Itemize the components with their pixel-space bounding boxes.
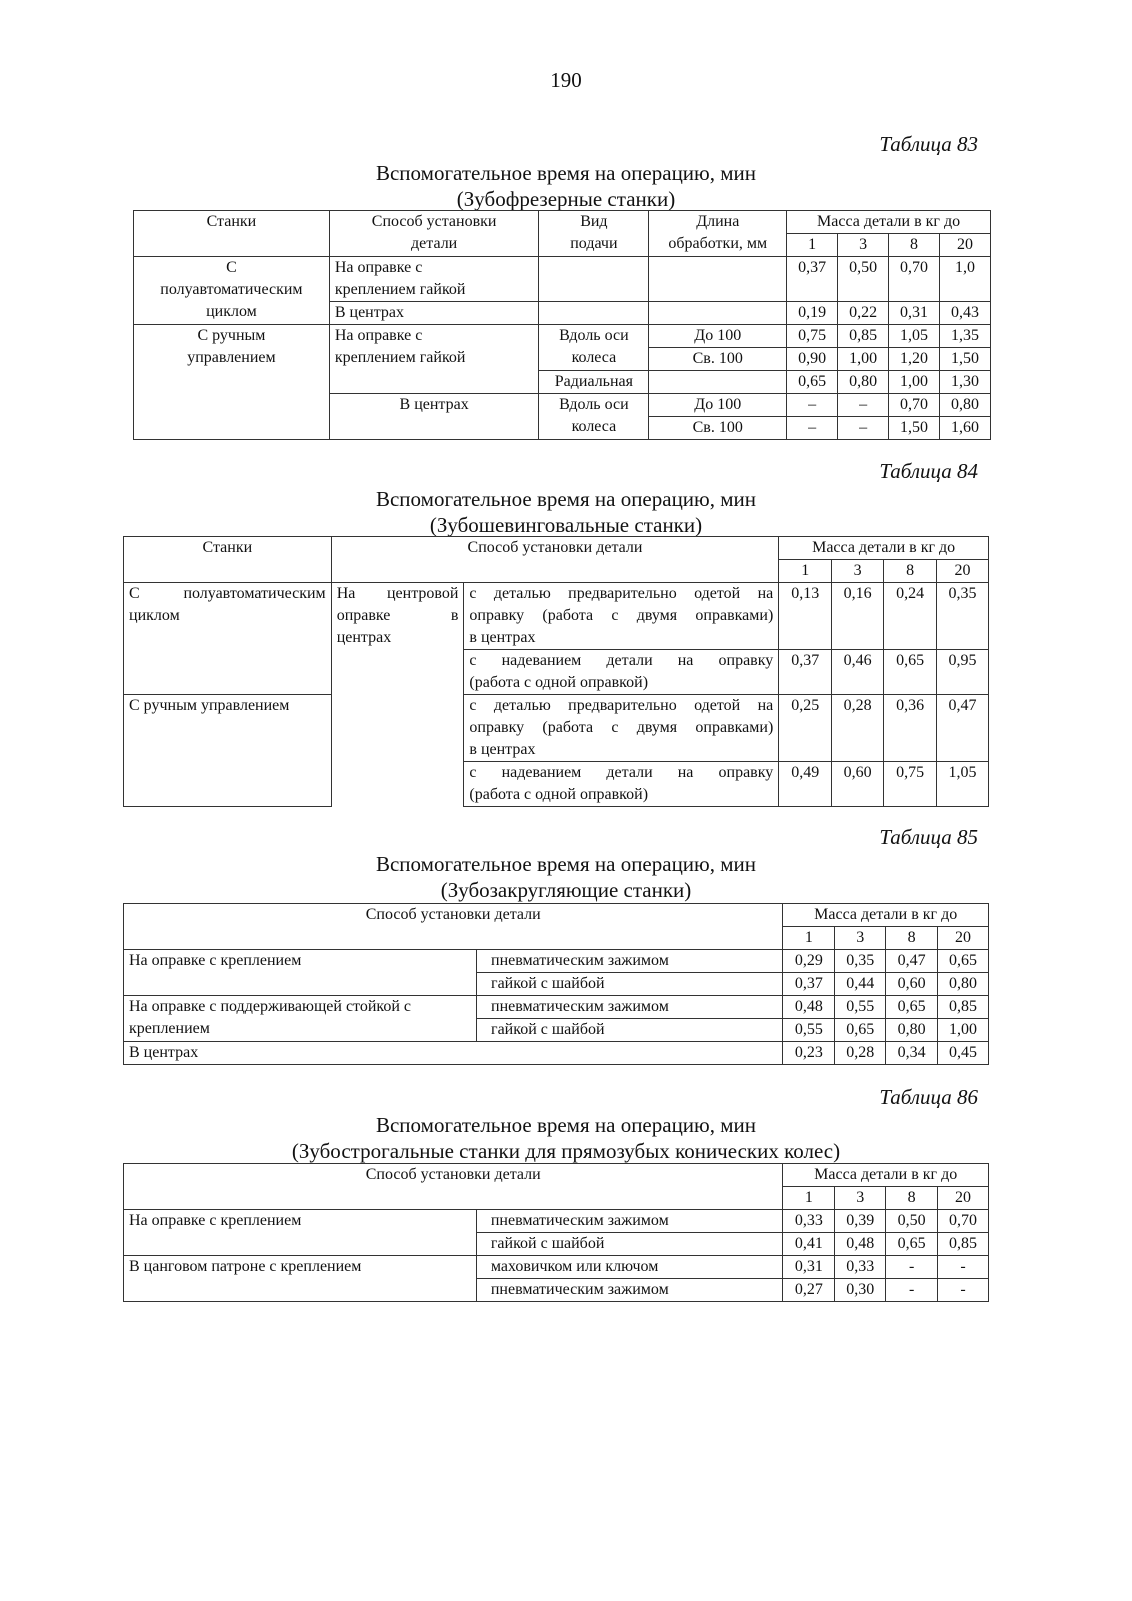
table-cell: пневматическим зажимом — [477, 996, 783, 1019]
value-cell: 1,0 — [940, 257, 991, 302]
table-cell: С полуавтоматическим циклом — [124, 583, 332, 695]
table-85 — [123, 903, 989, 1065]
value-cell: – — [838, 417, 889, 440]
value-cell: 0,45 — [938, 1042, 989, 1065]
value-cell: 1,50 — [889, 417, 940, 440]
table-83-title — [0, 160, 1132, 212]
value-cell: 0,39 — [835, 1210, 886, 1233]
value-cell: 0,23 — [783, 1042, 835, 1065]
table-86-title-line2: (Зубострогальные станки для прямозубых конических колес) — [291, 1139, 841, 1163]
table-cell: Радиальная — [539, 371, 649, 394]
cell-line: управлением — [187, 349, 276, 366]
value-cell: 0,65 — [835, 1019, 886, 1042]
value-cell: 0,37 — [779, 650, 832, 695]
table-cell: гайкой с шайбой — [477, 1019, 783, 1042]
table-cell: До 100 — [649, 394, 787, 417]
cell-line: полуавтоматическим — [160, 281, 303, 298]
table-cell — [329, 257, 539, 302]
value-cell: 0,13 — [779, 583, 832, 650]
table-header-row — [124, 904, 989, 927]
header-line: обработки, мм — [668, 235, 768, 252]
table-row — [124, 1042, 989, 1065]
value-cell: 0,65 — [787, 371, 838, 394]
value-cell: 1,30 — [940, 371, 991, 394]
cell-text: с деталью предварительно одетой на оправку (работа с двумя оправками) — [469, 697, 774, 736]
mass-header: 1 — [787, 234, 838, 257]
cell-line: циклом — [206, 303, 257, 320]
table-85-title — [0, 851, 1132, 903]
header-line: детали — [411, 235, 458, 252]
value-cell: 0,50 — [838, 257, 889, 302]
table-cell — [539, 325, 649, 371]
header-line: Длина — [696, 213, 740, 230]
table-cell — [124, 996, 477, 1042]
table-cell — [331, 583, 464, 807]
value-cell: 1,00 — [838, 348, 889, 371]
mass-header: 8 — [886, 927, 938, 950]
table-cell — [649, 257, 787, 302]
table-cell: пневматическим зажимом — [476, 1279, 783, 1302]
value-cell: – — [838, 394, 889, 417]
value-cell: 0,35 — [835, 950, 886, 973]
cell-text: (работа с одной оправкой) — [469, 786, 649, 803]
table-83-title-line2: (Зубофрезерные станки) — [456, 187, 676, 211]
header-cell — [329, 211, 539, 257]
table-row — [124, 583, 989, 650]
cell-line: На оправке с поддерживающей стойкой с — [129, 998, 412, 1015]
value-cell: 0,65 — [938, 950, 989, 973]
value-cell: 0,85 — [938, 996, 989, 1019]
value-cell: 0,85 — [938, 1233, 989, 1256]
table-row — [124, 695, 989, 762]
table-cell: пневматическим зажимом — [477, 950, 783, 973]
value-cell: 0,28 — [835, 1042, 886, 1065]
header-cell — [649, 211, 787, 257]
header-cell: Масса детали в кг до — [787, 211, 991, 234]
value-cell: - — [938, 1256, 989, 1279]
value-cell: 0,33 — [783, 1210, 835, 1233]
value-cell: 0,55 — [783, 1019, 835, 1042]
table-row — [124, 1210, 989, 1233]
mass-header: 20 — [937, 560, 989, 583]
value-cell: 0,29 — [783, 950, 835, 973]
table-cell — [464, 650, 779, 695]
table-84 — [123, 536, 989, 807]
value-cell: 0,37 — [783, 973, 835, 996]
value-cell: 0,27 — [783, 1279, 835, 1302]
value-cell: 0,16 — [832, 583, 884, 650]
cell-line: С — [226, 259, 237, 276]
cell-line: креплением — [129, 1020, 210, 1037]
table-row — [134, 325, 991, 348]
mass-header: 20 — [938, 1187, 989, 1210]
table-cell — [464, 695, 779, 762]
table-cell: Св. 100 — [649, 417, 787, 440]
table-cell — [539, 302, 649, 325]
value-cell: 0,80 — [838, 371, 889, 394]
cell-line: С ручным — [197, 327, 266, 344]
table-83-label: Таблица 83 — [879, 132, 978, 156]
value-cell: 0,90 — [787, 348, 838, 371]
mass-header: 20 — [938, 927, 989, 950]
cell-text: (работа с одной оправкой) — [469, 674, 649, 691]
value-cell: - — [886, 1256, 938, 1279]
value-cell: 0,34 — [886, 1042, 938, 1065]
mass-header: 1 — [783, 1187, 835, 1210]
value-cell: 0,65 — [884, 650, 937, 695]
value-cell: 0,36 — [884, 695, 937, 762]
table-row — [134, 257, 991, 302]
mass-header: 8 — [884, 560, 937, 583]
value-cell: 0,70 — [889, 257, 940, 302]
table-86-title — [0, 1112, 1132, 1164]
value-cell: 0,85 — [838, 325, 889, 348]
value-cell: - — [886, 1279, 938, 1302]
mass-header: 1 — [783, 927, 835, 950]
cell-text: в центрах — [469, 629, 536, 646]
value-cell: 1,05 — [889, 325, 940, 348]
table-84-title-line1: Вспомогательное время на операцию, мин — [375, 487, 757, 511]
value-cell: 0,70 — [889, 394, 940, 417]
value-cell: 0,65 — [886, 996, 938, 1019]
value-cell: – — [787, 417, 838, 440]
table-84-title-line2: (Зубошевинговальные станки) — [429, 513, 703, 537]
value-cell: 0,28 — [832, 695, 884, 762]
page-number: 190 — [550, 68, 582, 92]
table-cell — [134, 325, 330, 440]
cell-text: На центровой оправке в центрах — [336, 585, 459, 646]
header-line: Способ установки — [371, 213, 497, 230]
mass-header: 20 — [940, 234, 991, 257]
header-cell: Масса детали в кг до — [783, 1164, 989, 1187]
table-cell — [539, 394, 649, 440]
header-cell: Станки — [134, 211, 330, 257]
table-86-label: Таблица 86 — [879, 1085, 978, 1109]
table-cell — [649, 371, 787, 394]
header-line: Вид — [580, 213, 608, 230]
table-cell — [464, 583, 779, 650]
value-cell: 0,41 — [783, 1233, 835, 1256]
value-cell: 1,60 — [940, 417, 991, 440]
table-85-title-line2: (Зубозакругляющие станки) — [440, 878, 692, 902]
mass-header: 3 — [832, 560, 884, 583]
header-cell: Масса детали в кг до — [783, 904, 989, 927]
cell-text: с деталью предварительно одетой на оправку (работа с двумя оправками) — [469, 585, 774, 624]
value-cell: 1,35 — [940, 325, 991, 348]
table-85-label: Таблица 85 — [879, 825, 978, 849]
table-cell — [539, 257, 649, 302]
header-cell: Способ установки детали — [124, 904, 783, 950]
value-cell: 0,31 — [783, 1256, 835, 1279]
table-cell — [464, 762, 779, 807]
value-cell: 0,31 — [889, 302, 940, 325]
mass-header: 3 — [838, 234, 889, 257]
value-cell: – — [787, 394, 838, 417]
table-cell: маховичком или ключом — [476, 1256, 783, 1279]
table-cell: В цанговом патроне с креплением — [124, 1256, 477, 1302]
value-cell: 0,33 — [835, 1256, 886, 1279]
table-header-row — [124, 537, 989, 560]
table-cell: На оправке с креплением — [124, 1210, 477, 1256]
header-line: подачи — [570, 235, 618, 252]
mass-header: 3 — [835, 1187, 886, 1210]
value-cell: 0,25 — [779, 695, 832, 762]
header-cell: Способ установки детали — [331, 537, 779, 583]
value-cell: 0,60 — [886, 973, 938, 996]
value-cell: 0,80 — [938, 973, 989, 996]
cell-line: Вдоль оси — [559, 327, 629, 344]
mass-header: 8 — [886, 1187, 938, 1210]
cell-line: Вдоль оси — [559, 396, 629, 413]
value-cell: 0,35 — [937, 583, 989, 650]
value-cell: 0,49 — [779, 762, 832, 807]
mass-header: 8 — [889, 234, 940, 257]
table-row — [124, 950, 989, 973]
value-cell: 0,65 — [886, 1233, 938, 1256]
table-cell: пневматическим зажимом — [476, 1210, 783, 1233]
value-cell: 0,44 — [835, 973, 886, 996]
table-cell — [329, 325, 539, 394]
value-cell: 0,55 — [835, 996, 886, 1019]
table-header-row — [124, 1164, 989, 1187]
cell-text: в центрах — [469, 741, 536, 758]
value-cell: 0,75 — [787, 325, 838, 348]
mass-header: 1 — [779, 560, 832, 583]
value-cell: 0,47 — [886, 950, 938, 973]
table-cell — [649, 302, 787, 325]
value-cell: 0,46 — [832, 650, 884, 695]
table-84-title — [0, 486, 1132, 538]
header-cell — [539, 211, 649, 257]
table-cell: В центрах — [124, 1042, 783, 1065]
table-cell: С ручным управлением — [124, 695, 332, 807]
table-84-label: Таблица 84 — [879, 459, 978, 483]
table-83 — [133, 210, 991, 440]
value-cell: 1,00 — [938, 1019, 989, 1042]
table-86 — [123, 1163, 989, 1302]
table-cell: В центрах — [329, 394, 539, 440]
table-cell: На оправке с креплением — [124, 950, 477, 996]
cell-line: колеса — [571, 418, 617, 435]
value-cell: 0,24 — [884, 583, 937, 650]
value-cell: 0,70 — [938, 1210, 989, 1233]
value-cell: 0,37 — [787, 257, 838, 302]
table-83-title-line1: Вспомогательное время на операцию, мин — [375, 161, 757, 185]
table-cell: До 100 — [649, 325, 787, 348]
value-cell: 0,47 — [937, 695, 989, 762]
value-cell: 0,43 — [940, 302, 991, 325]
table-cell: гайкой с шайбой — [476, 1233, 783, 1256]
mass-header: 3 — [835, 927, 886, 950]
table-row — [124, 1256, 989, 1279]
cell-line: На оправке с — [334, 259, 423, 276]
table-cell — [134, 257, 330, 325]
value-cell: 1,50 — [940, 348, 991, 371]
value-cell: 0,30 — [835, 1279, 886, 1302]
cell-line: креплением гайкой — [334, 349, 466, 366]
cell-text: с надеванием детали на оправку — [469, 764, 774, 781]
table-cell: В центрах — [329, 302, 539, 325]
value-cell: 0,60 — [832, 762, 884, 807]
value-cell: 0,75 — [884, 762, 937, 807]
value-cell: - — [938, 1279, 989, 1302]
value-cell: 0,48 — [835, 1233, 886, 1256]
table-86-title-line1: Вспомогательное время на операцию, мин — [375, 1113, 757, 1137]
cell-line: На оправке с — [334, 327, 423, 344]
cell-text: с надеванием детали на оправку — [469, 652, 774, 669]
table-header-row — [134, 211, 991, 234]
header-cell: Способ установки детали — [124, 1164, 783, 1210]
header-cell: Станки — [124, 537, 332, 583]
value-cell: 0,48 — [783, 996, 835, 1019]
table-85-title-line1: Вспомогательное время на операцию, мин — [375, 852, 757, 876]
value-cell: 0,22 — [838, 302, 889, 325]
cell-line: креплением гайкой — [334, 281, 466, 298]
value-cell: 1,20 — [889, 348, 940, 371]
header-cell: Масса детали в кг до — [779, 537, 989, 560]
table-cell: гайкой с шайбой — [477, 973, 783, 996]
value-cell: 0,50 — [886, 1210, 938, 1233]
table-cell: Св. 100 — [649, 348, 787, 371]
value-cell: 0,80 — [886, 1019, 938, 1042]
cell-line: колеса — [571, 349, 617, 366]
table-row — [124, 996, 989, 1019]
value-cell: 1,00 — [889, 371, 940, 394]
value-cell: 0,95 — [937, 650, 989, 695]
value-cell: 1,05 — [937, 762, 989, 807]
value-cell: 0,19 — [787, 302, 838, 325]
value-cell: 0,80 — [940, 394, 991, 417]
